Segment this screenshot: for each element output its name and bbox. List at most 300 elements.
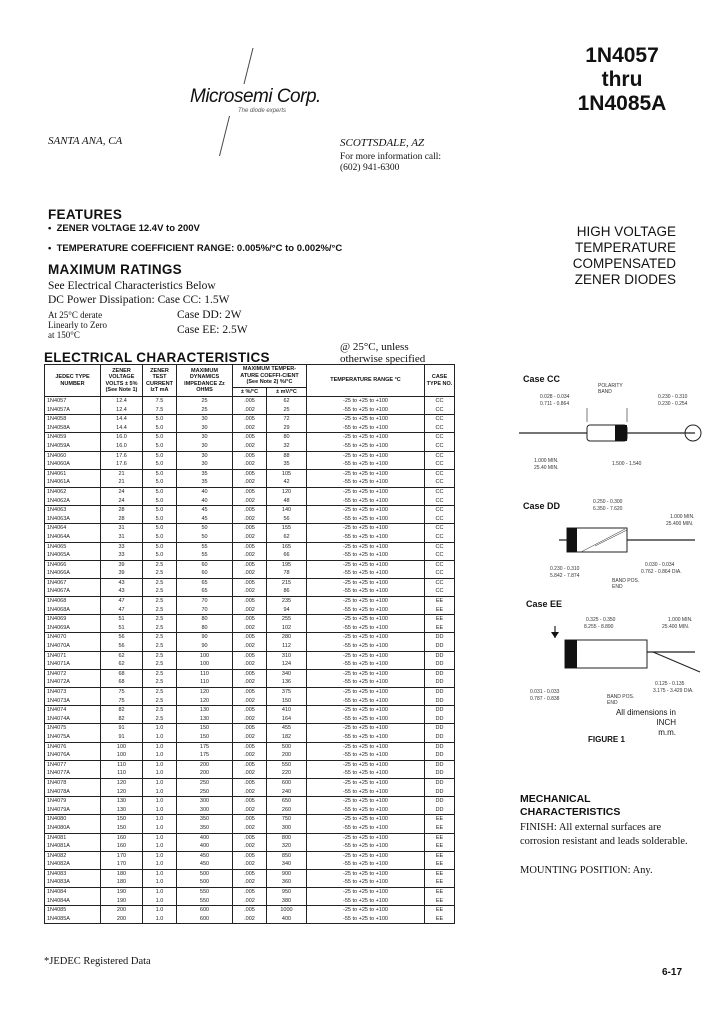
cell-temp-range: -25 to +25 to +100: [307, 451, 425, 460]
cell-tc-mv: 32: [267, 442, 307, 451]
cell-zener-voltage: 33: [101, 542, 143, 551]
cell-test-current: 2.5: [143, 715, 177, 724]
cell-zener-voltage: 17.6: [101, 451, 143, 460]
cell-type: 1N4064: [45, 524, 101, 533]
cell-tc-mv: 280: [267, 633, 307, 642]
table-row: [45, 451, 455, 460]
cell-zener-voltage: 100: [101, 742, 143, 751]
table-row: [45, 842, 455, 851]
cell-impedance: 50: [177, 533, 233, 542]
cell-temp-range: -25 to +25 to +100: [307, 669, 425, 678]
cell-case: CC: [425, 487, 455, 496]
cell-temp-range: -25 to +25 to +100: [307, 833, 425, 842]
cell-tc-percent: .002: [233, 915, 267, 924]
cell-case: CC: [425, 533, 455, 542]
cell-case: DD: [425, 788, 455, 797]
header-tc-mv: ± mV/°C: [267, 387, 307, 397]
cell-case: EE: [425, 615, 455, 624]
cell-type: 1N4061: [45, 469, 101, 478]
cell-tc-mv: 105: [267, 469, 307, 478]
case-cc-dim: 1.500 - 1.540: [612, 461, 642, 467]
cell-temp-range: -55 to +25 to +100: [307, 606, 425, 615]
electrical-table-body: [45, 397, 455, 924]
cell-tc-mv: 182: [267, 733, 307, 742]
cell-impedance: 500: [177, 869, 233, 878]
cell-tc-percent: .002: [233, 788, 267, 797]
cell-tc-mv: 320: [267, 842, 307, 851]
location-santa-ana: SANTA ANA, CA: [48, 135, 123, 147]
table-row: [45, 460, 455, 469]
derate-line: Linearly to Zero: [48, 320, 107, 330]
cell-zener-voltage: 21: [101, 478, 143, 487]
case-cc-dim: 0.028 - 0.034: [540, 394, 570, 400]
cell-test-current: 2.5: [143, 606, 177, 615]
cell-zener-voltage: 160: [101, 842, 143, 851]
cell-zener-voltage: 170: [101, 851, 143, 860]
cell-zener-voltage: 28: [101, 515, 143, 524]
cell-impedance: 200: [177, 769, 233, 778]
cell-tc-mv: 120: [267, 487, 307, 496]
cell-zener-voltage: 200: [101, 915, 143, 924]
cell-type: 1N4084: [45, 888, 101, 897]
electrical-note: [340, 341, 425, 365]
cell-tc-percent: .005: [233, 651, 267, 660]
cell-impedance: 150: [177, 733, 233, 742]
cell-tc-percent: .002: [233, 751, 267, 760]
table-row: [45, 915, 455, 924]
cell-tc-percent: .002: [233, 497, 267, 506]
cell-tc-mv: 48: [267, 497, 307, 506]
cell-impedance: 60: [177, 560, 233, 569]
case-ee-band: BAND POS. END: [607, 694, 635, 706]
table-row: [45, 778, 455, 787]
cell-temp-range: -55 to +25 to +100: [307, 878, 425, 887]
cell-tc-percent: .005: [233, 397, 267, 406]
cell-impedance: 30: [177, 451, 233, 460]
cell-zener-voltage: 31: [101, 533, 143, 542]
case-dd-dim: 1.000 MIN.: [670, 514, 695, 520]
cell-tc-percent: .005: [233, 578, 267, 587]
header-zener-voltage: ZENER VOLTAGE VOLTS ± 5% (See Note 1): [101, 365, 143, 397]
cell-temp-range: -25 to +25 to +100: [307, 469, 425, 478]
jedec-footnote: *JEDEC Registered Data: [44, 956, 151, 967]
table-row: [45, 487, 455, 496]
cell-test-current: 5.0: [143, 533, 177, 542]
units-note: [610, 708, 676, 738]
cell-test-current: 5.0: [143, 524, 177, 533]
ratings-case-dd: Case DD: 2W: [177, 309, 242, 321]
cell-tc-percent: .002: [233, 678, 267, 687]
cell-tc-mv: 360: [267, 878, 307, 887]
cell-tc-mv: 1000: [267, 906, 307, 915]
cell-temp-range: -55 to +25 to +100: [307, 569, 425, 578]
cell-type: 1N4075: [45, 724, 101, 733]
cell-impedance: 30: [177, 415, 233, 424]
cell-type: 1N4065: [45, 542, 101, 551]
cell-zener-voltage: 190: [101, 897, 143, 906]
cell-test-current: 1.0: [143, 751, 177, 760]
cell-temp-range: -55 to +25 to +100: [307, 788, 425, 797]
cell-test-current: 2.5: [143, 578, 177, 587]
cell-type: 1N4077A: [45, 769, 101, 778]
table-row: [45, 888, 455, 897]
cell-test-current: 1.0: [143, 869, 177, 878]
cell-test-current: 1.0: [143, 733, 177, 742]
cell-test-current: 7.5: [143, 406, 177, 415]
cell-tc-percent: .002: [233, 569, 267, 578]
cell-tc-mv: 124: [267, 660, 307, 669]
cell-case: DD: [425, 778, 455, 787]
cell-temp-range: -55 to +25 to +100: [307, 478, 425, 487]
feature-item: • TEMPERATURE COEFFICIENT RANGE: 0.005%/°C to 0.002%/°C: [48, 243, 343, 254]
table-row: [45, 769, 455, 778]
cell-case: DD: [425, 651, 455, 660]
cell-case: CC: [425, 424, 455, 433]
table-row: [45, 606, 455, 615]
case-dd-dim: 6.350 - 7.620: [593, 506, 623, 512]
cell-zener-voltage: 24: [101, 487, 143, 496]
cell-zener-voltage: 91: [101, 733, 143, 742]
cell-tc-mv: 300: [267, 824, 307, 833]
cell-type: 1N4074: [45, 706, 101, 715]
cell-zener-voltage: 180: [101, 869, 143, 878]
cell-zener-voltage: 75: [101, 697, 143, 706]
cell-tc-percent: .005: [233, 851, 267, 860]
table-row: [45, 669, 455, 678]
cell-tc-mv: 380: [267, 897, 307, 906]
cell-type: 1N4066: [45, 560, 101, 569]
cell-tc-percent: .005: [233, 560, 267, 569]
cell-zener-voltage: 16.0: [101, 442, 143, 451]
cell-impedance: 110: [177, 678, 233, 687]
table-row: [45, 678, 455, 687]
cell-zener-voltage: 12.4: [101, 406, 143, 415]
cell-type: 1N4058A: [45, 424, 101, 433]
cell-type: 1N4066A: [45, 569, 101, 578]
cell-zener-voltage: 33: [101, 551, 143, 560]
cell-tc-percent: .005: [233, 524, 267, 533]
cell-test-current: 7.5: [143, 397, 177, 406]
cell-type: 1N4080: [45, 815, 101, 824]
cell-tc-mv: 112: [267, 642, 307, 651]
table-row: [45, 715, 455, 724]
cell-test-current: 5.0: [143, 469, 177, 478]
case-dd-dim: 5.842 - 7.874: [550, 573, 580, 579]
cell-zener-voltage: 28: [101, 506, 143, 515]
cell-tc-percent: .005: [233, 797, 267, 806]
cell-tc-percent: .005: [233, 742, 267, 751]
cell-case: DD: [425, 724, 455, 733]
cell-test-current: 5.0: [143, 415, 177, 424]
case-dd-drawing: [515, 500, 705, 580]
cell-case: CC: [425, 569, 455, 578]
table-row: [45, 751, 455, 760]
table-row: [45, 697, 455, 706]
header-case-type: CASE TYPE NO.: [425, 365, 455, 397]
cell-test-current: 2.5: [143, 669, 177, 678]
cell-tc-percent: .005: [233, 778, 267, 787]
cell-test-current: 1.0: [143, 833, 177, 842]
cell-impedance: 55: [177, 542, 233, 551]
contact-line: For more information call:: [340, 152, 442, 162]
cell-case: CC: [425, 551, 455, 560]
cell-type: 1N4083A: [45, 878, 101, 887]
cell-zener-voltage: 14.4: [101, 415, 143, 424]
cell-test-current: 1.0: [143, 788, 177, 797]
table-row: [45, 742, 455, 751]
contact-phone: (602) 941-6300: [340, 163, 400, 173]
mounting-text: Any.: [632, 865, 653, 876]
cell-case: DD: [425, 797, 455, 806]
cell-zener-voltage: 21: [101, 469, 143, 478]
cell-tc-mv: 150: [267, 697, 307, 706]
cell-tc-mv: 750: [267, 815, 307, 824]
cell-test-current: 5.0: [143, 478, 177, 487]
cell-type: 1N4080A: [45, 824, 101, 833]
cell-type: 1N4073A: [45, 697, 101, 706]
cell-type: 1N4062A: [45, 497, 101, 506]
cell-impedance: 25: [177, 397, 233, 406]
cell-impedance: 35: [177, 469, 233, 478]
cell-impedance: 450: [177, 860, 233, 869]
feature-text: TEMPERATURE COEFFICIENT RANGE: 0.005%/°C to 0.002%/°C: [56, 243, 343, 254]
ratings-case-ee: Case EE: 2.5W: [177, 324, 248, 336]
table-row: [45, 478, 455, 487]
cell-tc-mv: 29: [267, 424, 307, 433]
cell-zener-voltage: 17.6: [101, 460, 143, 469]
cell-temp-range: -25 to +25 to +100: [307, 815, 425, 824]
cell-type: 1N4077: [45, 760, 101, 769]
cell-case: EE: [425, 869, 455, 878]
cell-type: 1N4063A: [45, 515, 101, 524]
cell-tc-mv: 88: [267, 451, 307, 460]
cell-case: CC: [425, 451, 455, 460]
cell-zener-voltage: 51: [101, 624, 143, 633]
cell-tc-percent: .002: [233, 860, 267, 869]
cell-case: DD: [425, 769, 455, 778]
cell-tc-mv: 80: [267, 433, 307, 442]
cell-type: 1N4069: [45, 615, 101, 624]
cell-tc-mv: 25: [267, 406, 307, 415]
cell-tc-mv: 260: [267, 806, 307, 815]
cell-zener-voltage: 43: [101, 578, 143, 587]
cell-tc-percent: .002: [233, 533, 267, 542]
product-title-line: TEMPERATURE: [574, 240, 676, 255]
cell-tc-mv: 66: [267, 551, 307, 560]
cell-temp-range: -55 to +25 to +100: [307, 769, 425, 778]
case-dd-band: BAND POS. END: [612, 578, 640, 590]
cell-zener-voltage: 62: [101, 651, 143, 660]
cell-zener-voltage: 68: [101, 678, 143, 687]
cell-case: EE: [425, 851, 455, 860]
cell-temp-range: -25 to +25 to +100: [307, 869, 425, 878]
cell-test-current: 1.0: [143, 760, 177, 769]
cell-tc-percent: .002: [233, 824, 267, 833]
cell-case: CC: [425, 524, 455, 533]
cell-tc-percent: .005: [233, 633, 267, 642]
cell-tc-mv: 62: [267, 397, 307, 406]
cell-case: DD: [425, 669, 455, 678]
case-ee-dim: 1.000 MIN.: [668, 617, 693, 623]
mounting-paragraph: [520, 864, 700, 878]
cell-temp-range: -25 to +25 to +100: [307, 688, 425, 697]
mechanical-heading-line: CHARACTERISTICS: [520, 806, 621, 818]
header-temperature-range: TEMPERATURE RANGE °C: [307, 365, 425, 397]
header-tc-percent: ± %/°C: [233, 387, 267, 397]
case-ee-label: Case EE: [526, 599, 563, 609]
cell-case: CC: [425, 469, 455, 478]
cell-case: EE: [425, 906, 455, 915]
cell-test-current: 5.0: [143, 551, 177, 560]
derate-line: at 150°C: [48, 330, 80, 340]
cell-impedance: 30: [177, 433, 233, 442]
cell-type: 1N4058: [45, 415, 101, 424]
cell-tc-percent: .005: [233, 688, 267, 697]
cell-case: CC: [425, 560, 455, 569]
cell-zener-voltage: 160: [101, 833, 143, 842]
case-ee-dim: 3.175 - 3.429 DIA.: [653, 688, 694, 694]
cell-temp-range: -55 to +25 to +100: [307, 824, 425, 833]
cell-impedance: 80: [177, 615, 233, 624]
case-cc-label: Case CC: [523, 374, 561, 384]
cell-temp-range: -55 to +25 to +100: [307, 497, 425, 506]
cell-tc-percent: .002: [233, 733, 267, 742]
mechanical-heading-line: MECHANICAL: [520, 793, 591, 805]
cell-tc-mv: 375: [267, 688, 307, 697]
product-title-line: ZENER DIODES: [574, 272, 676, 287]
header-impedance: MAXIMUM DYNAMICS IMPEDANCE Zz OHMS: [177, 365, 233, 397]
cell-temp-range: -25 to +25 to +100: [307, 615, 425, 624]
cell-tc-mv: 550: [267, 760, 307, 769]
cell-test-current: 2.5: [143, 569, 177, 578]
table-row: [45, 633, 455, 642]
product-title-line: HIGH VOLTAGE: [576, 224, 676, 239]
table-row: [45, 524, 455, 533]
electrical-note-line: otherwise specified: [340, 353, 426, 365]
header-test-current: ZENER TEST CURRENT IzT mA: [143, 365, 177, 397]
cell-impedance: 450: [177, 851, 233, 860]
table-row: [45, 542, 455, 551]
cell-type: 1N4075A: [45, 733, 101, 742]
cell-tc-percent: .005: [233, 433, 267, 442]
cell-test-current: 1.0: [143, 897, 177, 906]
case-dd-dim: 0.762 - 0.864 DIA.: [641, 569, 682, 575]
cell-impedance: 100: [177, 660, 233, 669]
cell-impedance: 350: [177, 824, 233, 833]
cell-tc-mv: 600: [267, 778, 307, 787]
company-tagline: The diode experts: [238, 108, 287, 114]
cell-zener-voltage: 130: [101, 797, 143, 806]
contact-info: [340, 152, 441, 174]
cell-impedance: 70: [177, 597, 233, 606]
cell-type: 1N4079: [45, 797, 101, 806]
cell-case: CC: [425, 442, 455, 451]
cell-temp-range: -55 to +25 to +100: [307, 897, 425, 906]
cell-temp-range: -25 to +25 to +100: [307, 578, 425, 587]
cell-temp-range: -25 to +25 to +100: [307, 487, 425, 496]
cell-type: 1N4061A: [45, 478, 101, 487]
cell-test-current: 1.0: [143, 824, 177, 833]
cell-impedance: 120: [177, 697, 233, 706]
cell-test-current: 2.5: [143, 633, 177, 642]
cell-case: EE: [425, 833, 455, 842]
cell-tc-percent: .002: [233, 660, 267, 669]
case-ee-dim: 0.325 - 0.350: [586, 617, 616, 623]
cell-zener-voltage: 16.0: [101, 433, 143, 442]
cell-tc-mv: 400: [267, 915, 307, 924]
cell-type: 1N4074A: [45, 715, 101, 724]
cell-test-current: 2.5: [143, 597, 177, 606]
cell-tc-percent: .002: [233, 806, 267, 815]
cell-tc-mv: 455: [267, 724, 307, 733]
cell-case: DD: [425, 678, 455, 687]
cell-case: DD: [425, 806, 455, 815]
cell-tc-mv: 86: [267, 587, 307, 596]
case-cc-dim: 0.230 - 0.310: [658, 394, 688, 400]
cell-impedance: 200: [177, 760, 233, 769]
cell-type: 1N4063: [45, 506, 101, 515]
cell-type: 1N4068: [45, 597, 101, 606]
cell-tc-mv: 255: [267, 615, 307, 624]
table-row: [45, 515, 455, 524]
cell-impedance: 100: [177, 651, 233, 660]
cell-test-current: 1.0: [143, 724, 177, 733]
cell-type: 1N4073: [45, 688, 101, 697]
table-row: [45, 397, 455, 406]
cell-tc-percent: .005: [233, 415, 267, 424]
cell-case: DD: [425, 660, 455, 669]
case-cc-dim: 1.000 MIN.: [534, 458, 559, 464]
cell-temp-range: -55 to +25 to +100: [307, 806, 425, 815]
cell-temp-range: -25 to +25 to +100: [307, 397, 425, 406]
table-row: [45, 578, 455, 587]
cell-temp-range: -25 to +25 to +100: [307, 560, 425, 569]
cell-test-current: 1.0: [143, 806, 177, 815]
table-row: [45, 560, 455, 569]
cell-tc-percent: .005: [233, 506, 267, 515]
cell-impedance: 90: [177, 633, 233, 642]
cell-impedance: 65: [177, 578, 233, 587]
table-row: [45, 651, 455, 660]
table-row: [45, 860, 455, 869]
cell-temp-range: -25 to +25 to +100: [307, 506, 425, 515]
features-heading: FEATURES: [48, 207, 123, 222]
table-row: [45, 406, 455, 415]
table-row: [45, 760, 455, 769]
cell-tc-mv: 78: [267, 569, 307, 578]
table-row: [45, 506, 455, 515]
cell-zener-voltage: 47: [101, 597, 143, 606]
table-row: [45, 624, 455, 633]
case-cc-dim: 0.711 - 0.864: [540, 401, 570, 407]
cell-type: 1N4082: [45, 851, 101, 860]
cell-tc-percent: .005: [233, 469, 267, 478]
cell-temp-range: -55 to +25 to +100: [307, 533, 425, 542]
part-thru: thru: [601, 68, 643, 91]
cell-zener-voltage: 150: [101, 815, 143, 824]
cell-type: 1N4059: [45, 433, 101, 442]
cell-zener-voltage: 170: [101, 860, 143, 869]
derate-note: [48, 310, 107, 340]
cell-temp-range: -25 to +25 to +100: [307, 906, 425, 915]
cell-tc-percent: .002: [233, 478, 267, 487]
table-row: [45, 724, 455, 733]
cell-impedance: 550: [177, 897, 233, 906]
electrical-note-line: @ 25°C, unless: [340, 341, 409, 353]
cell-test-current: 2.5: [143, 697, 177, 706]
cell-case: EE: [425, 597, 455, 606]
cell-tc-mv: 500: [267, 742, 307, 751]
